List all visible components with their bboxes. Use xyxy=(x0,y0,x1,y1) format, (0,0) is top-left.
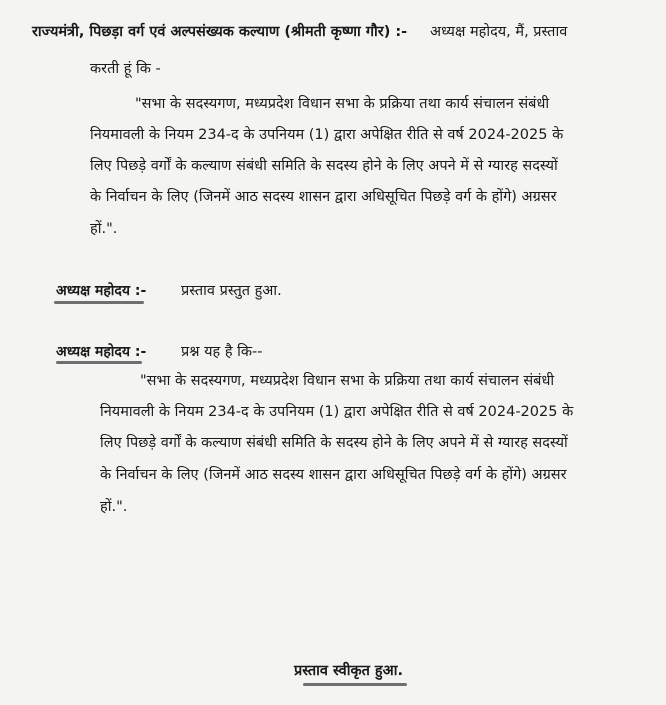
motion1-line: के निर्वाचन के लिए (जिनमें आठ सदस्य शासन द्वारा अधिसूचित पिछड़े वर्ग के होंगे) अग्रसर xyxy=(90,189,557,205)
chair2-underline xyxy=(56,361,142,364)
motion1-line: "सभा के सदस्यगण, मध्यप्रदेश विधान सभा के प्रक्रिया तथा कार्य संचालन संबंधी xyxy=(135,96,550,112)
motion2-line: के निर्वाचन के लिए (जिनमें आठ सदस्य शासन द्वारा अधिसूचित पिछड़े वर्ग के होंगे) अग्रसर xyxy=(100,467,567,483)
chair2-text: प्रश्न यह है कि-- xyxy=(181,344,263,360)
motion2-line: "सभा के सदस्यगण, मध्यप्रदेश विधान सभा के प्रक्रिया तथा कार्य संचालन संबंधी xyxy=(140,373,555,389)
chair2-label: अध्यक्ष महोदय :- xyxy=(56,344,147,360)
intro-speaker: राज्यमंत्री, पिछड़ा वर्ग एवं अल्पसंख्यक कल्याण (श्रीमती कृष्णा गौर) :- xyxy=(32,24,408,40)
motion1-line: लिए पिछड़े वर्गों के कल्याण संबंधी समिति के सदस्य होने के लिए अपने में से ग्यारह सदस्यों xyxy=(90,158,558,174)
result-underline xyxy=(303,683,407,686)
chair1-label: अध्यक्ष महोदय :- xyxy=(56,283,147,299)
motion1-line: नियमावली के नियम 234-द के उपनियम (1) द्वारा अपेक्षित रीति से वर्ष 2024-2025 के xyxy=(90,127,564,143)
motion1-line: हों.". xyxy=(90,221,118,237)
motion2-line: नियमावली के नियम 234-द के उपनियम (1) द्वारा अपेक्षित रीति से वर्ष 2024-2025 के xyxy=(100,404,574,420)
result-text: प्रस्ताव स्वीकृत हुआ. xyxy=(294,663,403,679)
motion2-line: लिए पिछड़े वर्गों के कल्याण संबंधी समिति के सदस्य होने के लिए अपने में से ग्यारह सदस्यों xyxy=(100,435,568,451)
motion2-line: हों.". xyxy=(100,499,128,515)
chair1-text: प्रस्ताव प्रस्तुत हुआ. xyxy=(181,283,282,299)
intro-text-line1: अध्यक्ष महोदय, मैं, प्रस्ताव xyxy=(430,24,568,40)
intro-text-line2: करती हूं कि - xyxy=(90,61,161,77)
chair1-underline xyxy=(54,301,144,304)
